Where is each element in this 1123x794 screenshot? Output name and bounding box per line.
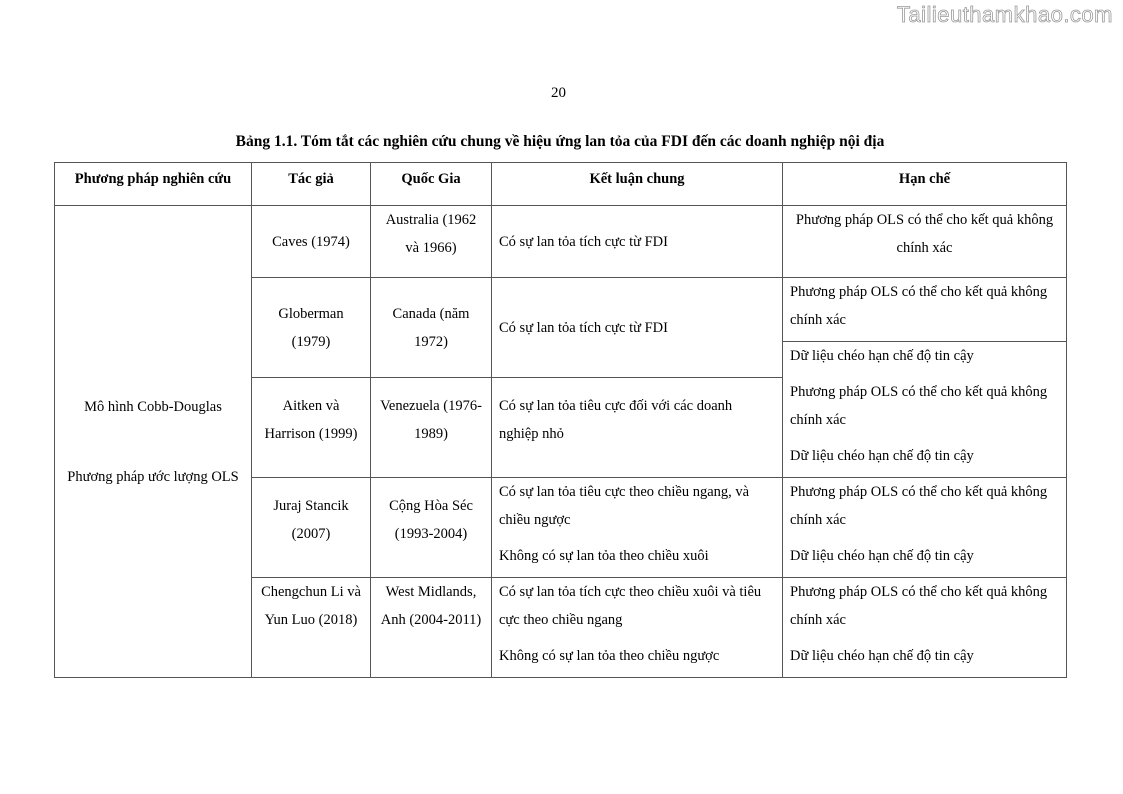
country-cell: Australia (1962 và 1966) bbox=[371, 206, 492, 278]
limitation-cell: Phương pháp OLS có thể cho kết quả không chính xác bbox=[783, 206, 1067, 278]
limitation-cell bbox=[783, 478, 1067, 578]
method-line-1: Mô hình Cobb-Douglas bbox=[84, 398, 222, 415]
conclusion-cell: Có sự lan tỏa tiêu cực đối với các doanh nghiệp nhỏ bbox=[492, 378, 783, 478]
conclusion-line: Không có sự lan tỏa theo chiều ngược bbox=[499, 648, 720, 664]
header-country: Quốc Gia bbox=[371, 163, 492, 206]
table-header-row bbox=[55, 163, 1067, 206]
conclusion-line: Có sự lan tỏa tiêu cực theo chiều ngang, và chiều ngược bbox=[499, 484, 750, 528]
conclusion-cell bbox=[492, 478, 783, 578]
studies-table bbox=[54, 162, 1067, 678]
table-caption: Bảng 1.1. Tóm tắt các nghiên cứu chung về hiệu ứng lan tỏa của FDI đến các doanh nghiệp nội địa bbox=[235, 133, 885, 150]
author-cell: Juraj Stancik (2007) bbox=[252, 478, 371, 578]
header-conclusion: Kết luận chung bbox=[492, 163, 783, 206]
header-method: Phương pháp nghiên cứu bbox=[55, 163, 252, 206]
author-cell: Aitken và Harrison (1999) bbox=[252, 378, 371, 478]
country-cell: Canada (năm 1972) bbox=[371, 278, 492, 378]
limitation-line: Dữ liệu chéo hạn chế độ tin cậy bbox=[790, 648, 974, 664]
country-cell: Venezuela (1976-1989) bbox=[371, 378, 492, 478]
header-author: Tác giả bbox=[252, 163, 371, 206]
limitation-line: Phương pháp OLS có thể cho kết quả không chính xác bbox=[790, 384, 1048, 428]
limitation-line: Phương pháp OLS có thể cho kết quả không chính xác bbox=[790, 484, 1048, 528]
limitation-cell bbox=[783, 578, 1067, 678]
author-cell: Globerman (1979) bbox=[252, 278, 371, 378]
author-cell: Chengchun Li và Yun Luo (2018) bbox=[252, 578, 371, 678]
conclusion-line: Có sự lan tỏa tích cực theo chiều xuôi và tiêu cực theo chiều ngang bbox=[499, 584, 762, 628]
limitation-line: Phương pháp OLS có thể cho kết quả không chính xác bbox=[790, 584, 1048, 628]
table-row bbox=[55, 206, 1067, 278]
conclusion-line: Không có sự lan tỏa theo chiều xuôi bbox=[499, 548, 709, 564]
method-cell bbox=[55, 206, 252, 678]
watermark: Tailieuthamkhao.com bbox=[896, 2, 1113, 27]
conclusion-cell: Có sự lan tỏa tích cực từ FDI bbox=[492, 206, 783, 278]
limitation-line: Dữ liệu chéo hạn chế độ tin cậy bbox=[790, 448, 974, 464]
limitation-cell: Phương pháp OLS có thể cho kết quả không chính xác bbox=[783, 278, 1067, 342]
conclusion-cell bbox=[492, 578, 783, 678]
country-cell: Cộng Hòa Séc (1993-2004) bbox=[371, 478, 492, 578]
page-number: 20 bbox=[551, 85, 566, 101]
limitation-line: Dữ liệu chéo hạn chế độ tin cậy bbox=[790, 348, 974, 364]
limitation-line: Dữ liệu chéo hạn chế độ tin cậy bbox=[790, 548, 974, 564]
limitation-cell bbox=[783, 342, 1067, 478]
country-cell: West Midlands, Anh (2004-2011) bbox=[371, 578, 492, 678]
conclusion-cell: Có sự lan tỏa tích cực từ FDI bbox=[492, 278, 783, 378]
author-cell: Caves (1974) bbox=[252, 206, 371, 278]
header-limitation: Hạn chế bbox=[783, 163, 1067, 206]
method-line-2: Phương pháp ước lượng OLS bbox=[67, 468, 239, 485]
